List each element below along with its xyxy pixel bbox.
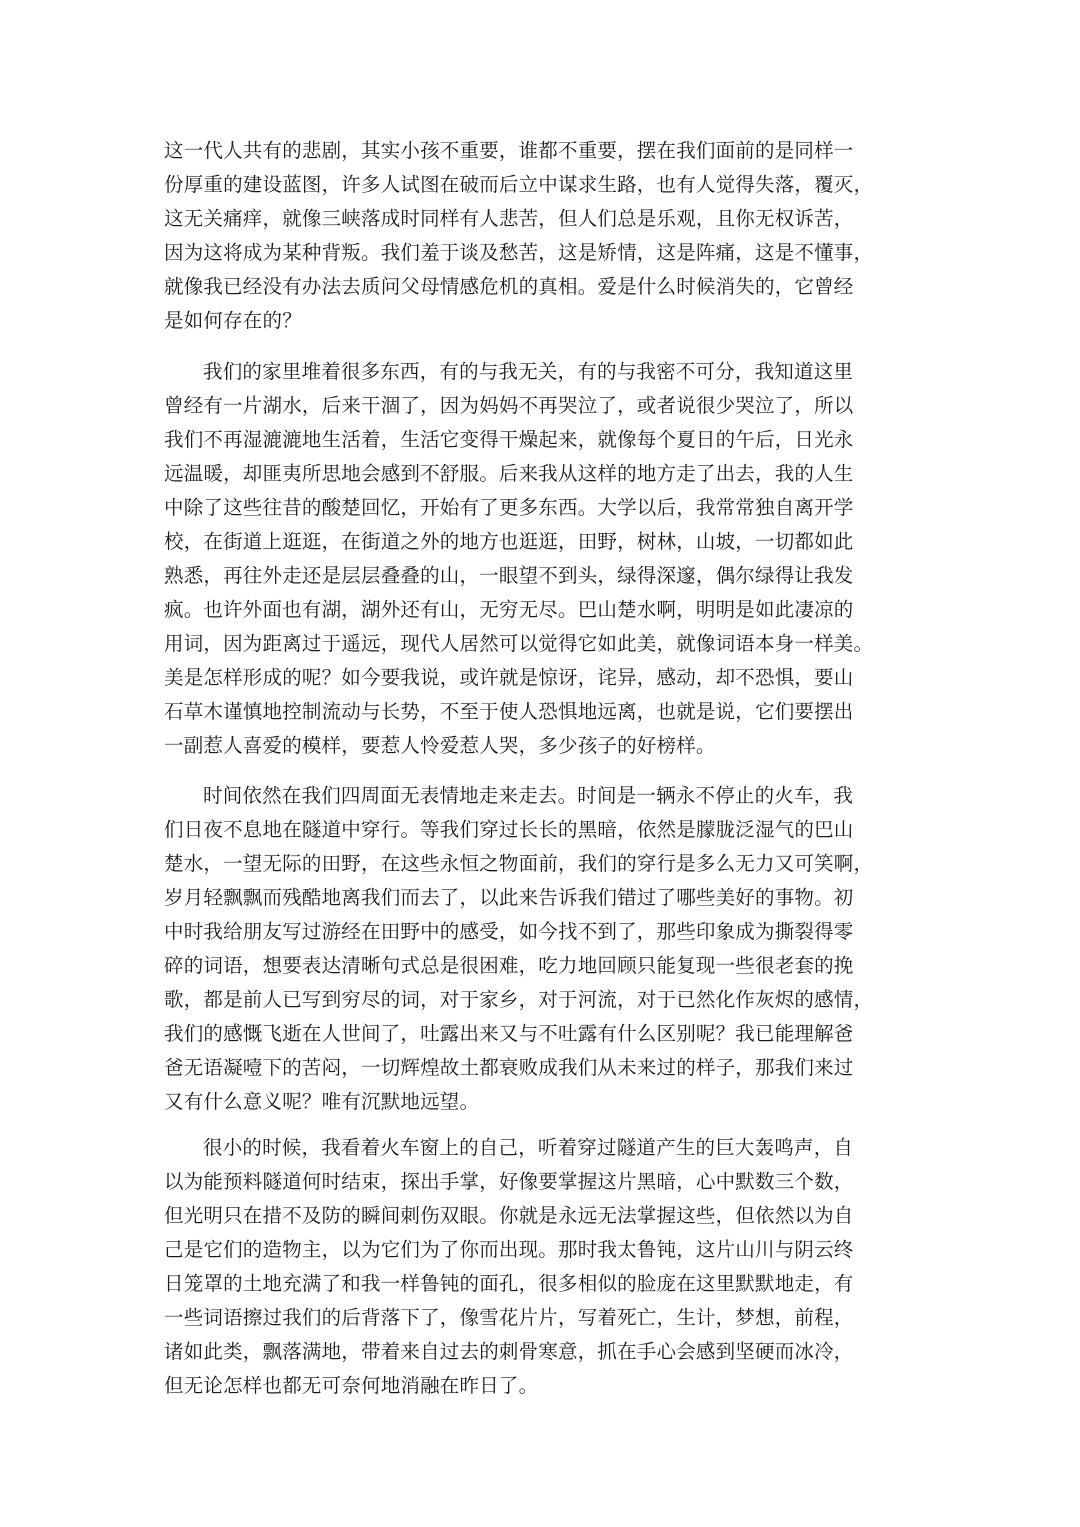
text-line: 很小的时候，我看着火车窗上的自己，听着穿过隧道产生的巨大轰鸣声，自 xyxy=(203,1136,854,1159)
text-line: 就像我已经没有办法去质问父母情感危机的真相。爱是什么时候消失的，它曾经 xyxy=(164,275,854,298)
text-line: 熟悉，再往外走还是层层叠叠的山，一眼望不到头，绿得深邃，偶尔绿得让我发 xyxy=(164,564,854,587)
text-line: 远温暖，却匪夷所思地会感到不舒服。后来我从这样的地方走了出去，我的人生 xyxy=(164,462,854,485)
text-line: 歌，都是前人已写到穷尽的词，对于家乡，对于河流，对于已然化作灰烬的感情， xyxy=(164,988,874,1011)
text-line: 这无关痛痒，就像三峡落成时同样有人悲苦，但人们总是乐观，且你无权诉苦， xyxy=(164,207,854,230)
text-line: 以为能预料隧道何时结束，探出手掌，好像要掌握这片黑暗，心中默数三个数， xyxy=(164,1170,854,1193)
paragraph-3 xyxy=(164,779,924,1119)
text-line: 份厚重的建设蓝图，许多人试图在破而后立中谋求生路，也有人觉得失落，覆灭， xyxy=(164,173,874,196)
text-line: 一些词语擦过我们的后背落下了，像雪花片片，写着死亡，生计，梦想，前程， xyxy=(164,1306,854,1329)
text-line: 校，在街道上逛逛，在街道之外的地方也逛逛，田野，树林，山坡，一切都如此 xyxy=(164,530,854,553)
text-line: 因为这将成为某种背叛。我们羞于谈及愁苦，这是矫情，这是阵痛，这是不懂事， xyxy=(164,241,874,264)
text-line: 我们的感慨飞逝在人世间了，吐露出来又与不吐露有什么区别呢？我已能理解爸 xyxy=(164,1022,854,1045)
paragraph-2 xyxy=(164,355,924,763)
text-line: 爸无语凝噎下的苦闷，一切辉煌故土都衰败成我们从未来过的样子，那我们来过 xyxy=(164,1056,854,1079)
text-line: 我们的家里堆着很多东西，有的与我无关，有的与我密不可分，我知道这里 xyxy=(203,360,854,383)
text-line: 用词，因为距离过于遥远，现代人居然可以觉得它如此美，就像词语本身一样美。 xyxy=(164,632,874,655)
text-line: 楚水，一望无际的田野，在这些永恒之物面前，我们的穿行是多么无力又可笑啊， xyxy=(164,852,874,875)
text-line: 日笼罩的土地充满了和我一样鲁钝的面孔，很多相似的脸庞在这里默默地走，有 xyxy=(164,1272,854,1295)
text-line: 我们不再湿漉漉地生活着，生活它变得干燥起来，就像每个夏日的午后，日光永 xyxy=(164,428,854,451)
text-line: 石草木谨慎地控制流动与长势，不至于使人恐惧地远离，也就是说，它们要摆出 xyxy=(164,700,854,723)
text-line: 但光明只在措不及防的瞬间刺伤双眼。你就是永远无法掌握这些，但依然以为自 xyxy=(164,1204,854,1227)
text-line: 诸如此类，飘落满地，带着来自过去的刺骨寒意，抓在手心会感到坚硬而冰冷， xyxy=(164,1340,854,1363)
text-line: 岁月轻飘飘而残酷地离我们而去了，以此来告诉我们错过了哪些美好的事物。初 xyxy=(164,886,854,909)
text-line: 是如何存在的？ xyxy=(164,309,302,332)
text-line: 这一代人共有的悲剧，其实小孩不重要，谁都不重要，摆在我们面前的是同样一 xyxy=(164,139,854,162)
text-line: 一副惹人喜爱的模样，要惹人怜爱惹人哭，多少孩子的好榜样。 xyxy=(164,734,716,757)
text-line: 曾经有一片湖水，后来干涸了，因为妈妈不再哭泣了，或者说很少哭泣了，所以 xyxy=(164,394,854,417)
text-line: 美是怎样形成的呢？如今要我说，或许就是惊讶，诧异，感动，却不恐惧，要山 xyxy=(164,666,854,689)
text-line: 中时我给朋友写过游经在田野中的感受，如今找不到了，那些印象成为撕裂得零 xyxy=(164,920,854,943)
text-line: 碎的词语，想要表达清晰句式总是很困难，吃力地回顾只能复现一些很老套的挽 xyxy=(164,954,854,977)
text-line: 们日夜不息地在隧道中穿行。等我们穿过长长的黑暗，依然是朦胧泛湿气的巴山 xyxy=(164,818,854,841)
text-line: 己是它们的造物主，以为它们为了你而出现。那时我太鲁钝，这片山川与阴云终 xyxy=(164,1238,854,1261)
text-line: 又有什么意义呢？唯有沉默地远望。 xyxy=(164,1090,480,1113)
text-line: 中除了这些往昔的酸楚回忆，开始有了更多东西。大学以后，我常常独自离开学 xyxy=(164,496,854,519)
text-line: 但无论怎样也都无可奈何地消融在昨日了。 xyxy=(164,1374,539,1397)
paragraph-4 xyxy=(164,1131,924,1403)
text-line: 疯。也许外面也有湖，湖外还有山，无穷无尽。巴山楚水啊，明明是如此凄凉的 xyxy=(164,598,854,621)
paragraph-1 xyxy=(164,134,924,338)
text-line: 时间依然在我们四周面无表情地走来走去。时间是一辆永不停止的火车，我 xyxy=(203,784,854,807)
